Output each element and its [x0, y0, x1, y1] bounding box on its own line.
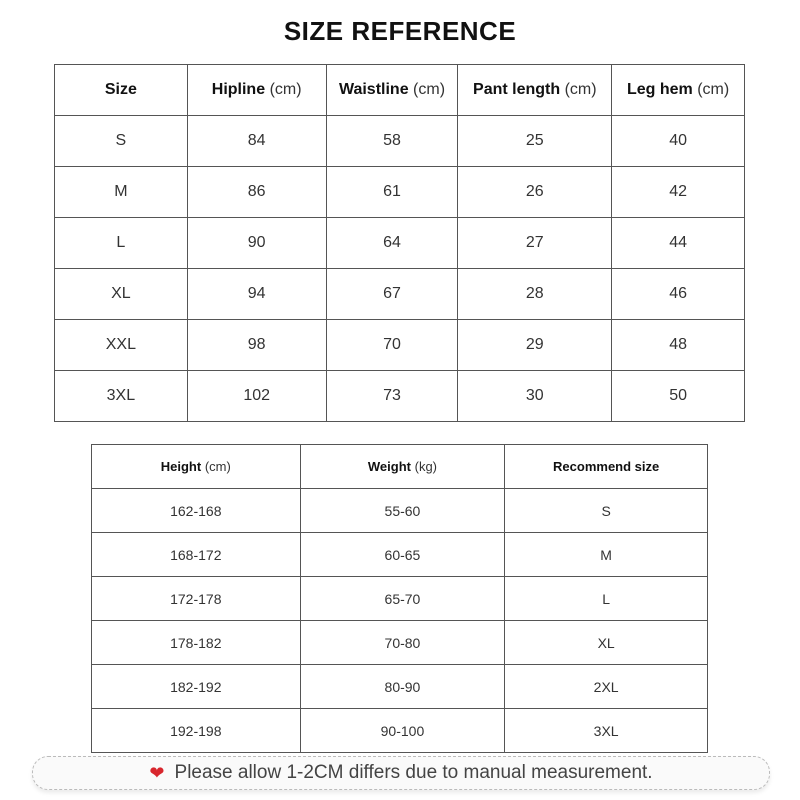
cell-size: M: [55, 167, 188, 218]
header-size: [55, 65, 188, 116]
cell-pant-length: 30: [458, 371, 612, 422]
cell-pant-length: 27: [458, 218, 612, 269]
cell-hipline: 102: [187, 371, 326, 422]
cell-size: XXL: [55, 320, 188, 371]
table-row: [55, 320, 745, 371]
cell-height: 178-182: [92, 621, 301, 665]
cell-leg-hem: 46: [612, 269, 745, 320]
cell-leg-hem: 42: [612, 167, 745, 218]
header-unit: (kg): [414, 459, 437, 474]
recommend-table-header-row: [92, 445, 708, 489]
cell-recommend-size: 3XL: [505, 709, 708, 753]
header-label: Hipline: [211, 81, 266, 98]
cell-size: L: [55, 218, 188, 269]
cell-height: 172-178: [92, 577, 301, 621]
table-row: [55, 116, 745, 167]
header-weight: [300, 445, 505, 489]
cell-pant-length: 29: [458, 320, 612, 371]
cell-height: 182-192: [92, 665, 301, 709]
cell-waistline: 67: [326, 269, 458, 320]
cell-waistline: 73: [326, 371, 458, 422]
table-row: [92, 533, 708, 577]
cell-height: 162-168: [92, 489, 301, 533]
cell-weight: 60-65: [300, 533, 505, 577]
header-label: Weight: [367, 459, 411, 474]
table-row: [92, 489, 708, 533]
header-unit: (cm): [564, 81, 597, 98]
cell-hipline: 98: [187, 320, 326, 371]
header-unit: (cm): [269, 81, 302, 98]
table-row: [92, 577, 708, 621]
cell-hipline: 84: [187, 116, 326, 167]
cell-hipline: 90: [187, 218, 326, 269]
cell-size: S: [55, 116, 188, 167]
recommend-size-table: [91, 444, 708, 753]
cell-hipline: 94: [187, 269, 326, 320]
cell-waistline: 61: [326, 167, 458, 218]
cell-size: 3XL: [55, 371, 188, 422]
cell-waistline: 64: [326, 218, 458, 269]
cell-hipline: 86: [187, 167, 326, 218]
table-row: [55, 218, 745, 269]
header-waistline: [326, 65, 458, 116]
header-pant-length: [458, 65, 612, 116]
table-row: [55, 269, 745, 320]
cell-weight: 70-80: [300, 621, 505, 665]
measurement-note: [32, 756, 770, 790]
table-row: [92, 621, 708, 665]
cell-size: XL: [55, 269, 188, 320]
cell-recommend-size: M: [505, 533, 708, 577]
cell-weight: 55-60: [300, 489, 505, 533]
cell-height: 168-172: [92, 533, 301, 577]
header-label: Height: [160, 459, 202, 474]
cell-waistline: 70: [326, 320, 458, 371]
cell-height: 192-198: [92, 709, 301, 753]
cell-leg-hem: 50: [612, 371, 745, 422]
cell-pant-length: 25: [458, 116, 612, 167]
header-label: Recommend size: [553, 459, 660, 474]
header-label: Pant length: [473, 81, 561, 98]
cell-leg-hem: 44: [612, 218, 745, 269]
header-unit: (cm): [204, 459, 231, 474]
header-label: Leg hem: [626, 81, 693, 98]
header-height: [92, 445, 301, 489]
cell-recommend-size: XL: [505, 621, 708, 665]
size-table-header-row: [55, 65, 745, 116]
cell-leg-hem: 40: [612, 116, 745, 167]
header-label: Size: [104, 81, 137, 98]
heart-icon: ❤: [149, 762, 165, 783]
table-row: [55, 167, 745, 218]
header-leg-hem: [612, 65, 745, 116]
header-recommend-size: [505, 445, 708, 489]
cell-recommend-size: S: [505, 489, 708, 533]
header-unit: (cm): [413, 81, 446, 98]
header-hipline: [187, 65, 326, 116]
cell-weight: 80-90: [300, 665, 505, 709]
cell-waistline: 58: [326, 116, 458, 167]
table-row: [55, 371, 745, 422]
table-row: [92, 665, 708, 709]
cell-recommend-size: L: [505, 577, 708, 621]
header-unit: (cm): [697, 81, 730, 98]
cell-leg-hem: 48: [612, 320, 745, 371]
cell-weight: 65-70: [300, 577, 505, 621]
cell-recommend-size: 2XL: [505, 665, 708, 709]
page-title: SIZE REFERENCE: [283, 16, 517, 46]
note-text: Please allow 1-2CM differs due to manual measurement.: [174, 762, 653, 783]
header-label: Waistline: [338, 81, 409, 98]
cell-pant-length: 28: [458, 269, 612, 320]
cell-pant-length: 26: [458, 167, 612, 218]
cell-weight: 90-100: [300, 709, 505, 753]
size-table: [54, 64, 745, 422]
table-row: [92, 709, 708, 753]
